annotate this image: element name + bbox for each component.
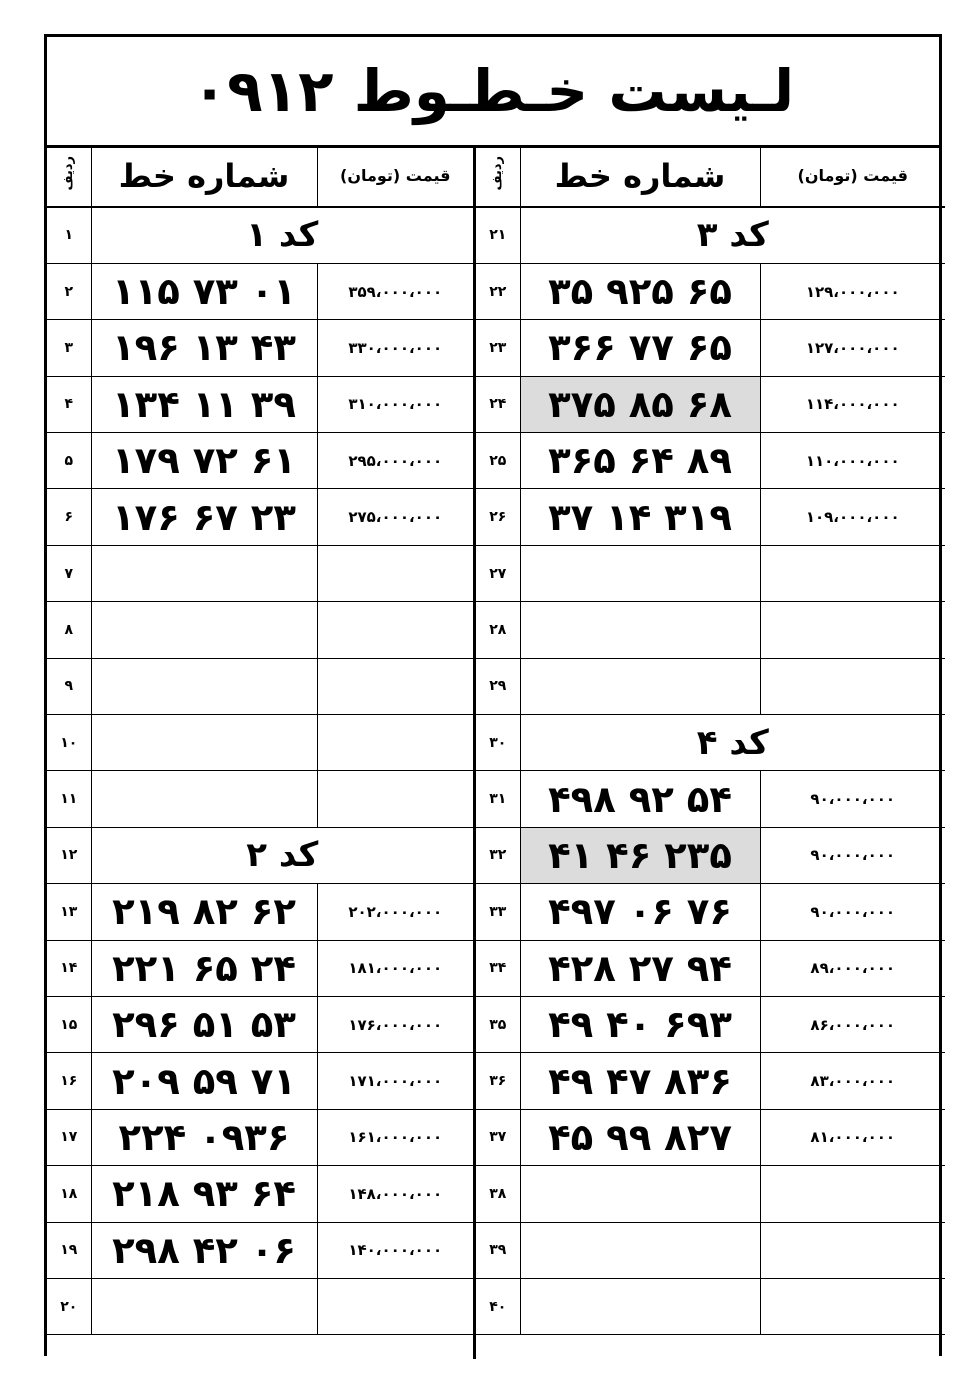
line-price: ۳۱۰،۰۰۰،۰۰۰ (317, 376, 473, 432)
line-price: ۹۰،۰۰۰،۰۰۰ (760, 771, 945, 827)
table-row (476, 320, 945, 376)
line-number: ۱۷۶ ۶۷ ۲۳ (91, 489, 317, 545)
row-index: ۶ (47, 489, 91, 545)
table-row (47, 1278, 473, 1334)
line-price: ۱۶۱،۰۰۰،۰۰۰ (317, 1109, 473, 1165)
row-index: ۱۰ (47, 715, 91, 771)
table-row (476, 827, 945, 883)
line-price: ۲۰۲،۰۰۰،۰۰۰ (317, 884, 473, 940)
table-row (476, 658, 945, 714)
row-index: ۳۴ (476, 940, 520, 996)
row-index: ۱۲ (47, 827, 91, 883)
line-number: ۴۹۸ ۹۲ ۵۴ (520, 771, 760, 827)
line-number (91, 1278, 317, 1334)
row-index: ۱۷ (47, 1109, 91, 1165)
line-price: ۱۲۷،۰۰۰،۰۰۰ (760, 320, 945, 376)
table-row (47, 376, 473, 432)
table-row (476, 545, 945, 601)
line-price: ۸۳،۰۰۰،۰۰۰ (760, 1053, 945, 1109)
line-number: ۳۶۶ ۷۷ ۶۵ (520, 320, 760, 376)
line-number (520, 1166, 760, 1222)
line-price: ۱۷۱،۰۰۰،۰۰۰ (317, 1053, 473, 1109)
table-row (476, 940, 945, 996)
right-panel (473, 145, 945, 1359)
row-index: ۳۲ (476, 827, 520, 883)
line-price: ۱۷۶،۰۰۰،۰۰۰ (317, 996, 473, 1052)
row-index: ۱۸ (47, 1166, 91, 1222)
line-price: ۱۴۰،۰۰۰،۰۰۰ (317, 1222, 473, 1278)
table-row (476, 1109, 945, 1165)
line-price (317, 545, 473, 601)
line-number: ۱۳۴ ۱۱ ۳۹ (91, 376, 317, 432)
line-number (91, 545, 317, 601)
row-index: ۳۹ (476, 1222, 520, 1278)
page-title: لـيست خـطـوط ۰۹۱۲ (47, 37, 939, 148)
line-price: ۸۱،۰۰۰،۰۰۰ (760, 1109, 945, 1165)
table-row (476, 996, 945, 1052)
line-price (317, 602, 473, 658)
row-index: ۴۰ (476, 1278, 520, 1334)
table-row (476, 1166, 945, 1222)
table-row (47, 658, 473, 714)
line-number: ۳۶۵ ۶۴ ۸۹ (520, 433, 760, 489)
line-price: ۱۲۹،۰۰۰،۰۰۰ (760, 263, 945, 319)
line-price: ۲۹۵،۰۰۰،۰۰۰ (317, 433, 473, 489)
code-label: کد ۴ (520, 715, 945, 771)
row-index: ۳۶ (476, 1053, 520, 1109)
table-row (47, 1109, 473, 1165)
line-number: ۲۱۹ ۸۲ ۶۲ (91, 884, 317, 940)
line-price (760, 1278, 945, 1334)
table-row (476, 489, 945, 545)
table-row (47, 433, 473, 489)
row-index: ۳۸ (476, 1166, 520, 1222)
row-index: ۱۱ (47, 771, 91, 827)
table-row (47, 263, 473, 319)
row-index: ۳۱ (476, 771, 520, 827)
line-number: ۲۹۶ ۵۱ ۵۳ (91, 996, 317, 1052)
table-row (47, 1166, 473, 1222)
header-row (47, 145, 473, 207)
row-index: ۳۰ (476, 715, 520, 771)
line-number (520, 1222, 760, 1278)
line-price (317, 1278, 473, 1334)
line-number: ۱۷۹ ۷۲ ۶۱ (91, 433, 317, 489)
line-number: ۴۹ ۴۷ ۸۳۶ (520, 1053, 760, 1109)
number-header: شماره خط (520, 145, 760, 207)
row-index: ۲۰ (47, 1278, 91, 1334)
line-number: ۴۹ ۴۰ ۶۹۳ (520, 996, 760, 1052)
code-row (47, 827, 473, 883)
line-price: ۱۱۴،۰۰۰،۰۰۰ (760, 376, 945, 432)
row-index: ۴ (47, 376, 91, 432)
line-number (520, 602, 760, 658)
row-index: ۹ (47, 658, 91, 714)
price-header: قیمت (تومان) (760, 145, 945, 207)
code-row (476, 715, 945, 771)
index-header: ردیف (47, 145, 91, 207)
row-index: ۲۷ (476, 545, 520, 601)
line-price: ۲۷۵،۰۰۰،۰۰۰ (317, 489, 473, 545)
table-row (476, 433, 945, 489)
line-price (760, 658, 945, 714)
left-panel (47, 145, 473, 1359)
row-index: ۳ (47, 320, 91, 376)
index-header: ردیف (476, 145, 520, 207)
left-table (47, 145, 473, 1335)
line-number (91, 602, 317, 658)
line-price: ۸۹،۰۰۰،۰۰۰ (760, 940, 945, 996)
row-index: ۳۵ (476, 996, 520, 1052)
row-index: ۲ (47, 263, 91, 319)
row-index: ۲۶ (476, 489, 520, 545)
line-price: ۳۵۹،۰۰۰،۰۰۰ (317, 263, 473, 319)
code-label: کد ۳ (520, 207, 945, 263)
line-price (317, 771, 473, 827)
line-price (760, 1166, 945, 1222)
line-number: ۲۰۹ ۵۹ ۷۱ (91, 1053, 317, 1109)
line-number (520, 545, 760, 601)
table-row (47, 489, 473, 545)
table-row (47, 884, 473, 940)
row-index: ۲۱ (476, 207, 520, 263)
line-number: ۴۱ ۴۶ ۲۳۵ (520, 827, 760, 883)
table-row (47, 320, 473, 376)
row-index: ۱۳ (47, 884, 91, 940)
table-row (476, 263, 945, 319)
code-row (47, 207, 473, 263)
row-index: ۱۴ (47, 940, 91, 996)
code-row (476, 207, 945, 263)
table-row (476, 376, 945, 432)
line-price (317, 715, 473, 771)
line-price: ۳۳۰،۰۰۰،۰۰۰ (317, 320, 473, 376)
code-label: کد ۱ (91, 207, 473, 263)
table-row (476, 884, 945, 940)
price-header: قیمت (تومان) (317, 145, 473, 207)
row-index: ۱۵ (47, 996, 91, 1052)
table-row (476, 602, 945, 658)
line-price: ۹۰،۰۰۰،۰۰۰ (760, 827, 945, 883)
row-index: ۲۲ (476, 263, 520, 319)
table-row (47, 940, 473, 996)
line-number: ۱۹۶ ۱۳ ۴۳ (91, 320, 317, 376)
line-number: ۳۷۵ ۸۵ ۶۸ (520, 376, 760, 432)
line-price: ۱۴۸،۰۰۰،۰۰۰ (317, 1166, 473, 1222)
line-price (760, 602, 945, 658)
table-row (476, 771, 945, 827)
table-row (47, 545, 473, 601)
line-price (760, 545, 945, 601)
price-list-sheet (44, 34, 942, 1356)
line-number (520, 658, 760, 714)
line-number: ۳۵ ۹۲۵ ۶۵ (520, 263, 760, 319)
line-number: ۴۲۸ ۲۷ ۹۴ (520, 940, 760, 996)
line-number (91, 658, 317, 714)
row-index: ۲۹ (476, 658, 520, 714)
line-price (317, 658, 473, 714)
line-price: ۱۱۰،۰۰۰،۰۰۰ (760, 433, 945, 489)
line-price: ۸۶،۰۰۰،۰۰۰ (760, 996, 945, 1052)
line-number (91, 771, 317, 827)
line-number (520, 1278, 760, 1334)
line-number (91, 715, 317, 771)
row-index: ۳۳ (476, 884, 520, 940)
row-index: ۵ (47, 433, 91, 489)
row-index: ۷ (47, 545, 91, 601)
number-header: شماره خط (91, 145, 317, 207)
row-index: ۲۴ (476, 376, 520, 432)
line-price (760, 1222, 945, 1278)
line-price: ۹۰،۰۰۰،۰۰۰ (760, 884, 945, 940)
table-row (47, 1053, 473, 1109)
header-row (476, 145, 945, 207)
row-index: ۲۳ (476, 320, 520, 376)
line-number: ۳۷ ۱۴ ۳۱۹ (520, 489, 760, 545)
table-row (476, 1278, 945, 1334)
table-row (47, 602, 473, 658)
table-row (47, 715, 473, 771)
line-price: ۱۸۱،۰۰۰،۰۰۰ (317, 940, 473, 996)
line-number: ۱۱۵ ۷۳ ۰۱ (91, 263, 317, 319)
line-number: ۴۵ ۹۹ ۸۲۷ (520, 1109, 760, 1165)
line-number: ۲۹۸ ۴۲ ۰۶ (91, 1222, 317, 1278)
table-row (476, 1053, 945, 1109)
line-number: ۲۲۴ ۰۹۳۶ (91, 1109, 317, 1165)
line-price: ۱۰۹،۰۰۰،۰۰۰ (760, 489, 945, 545)
row-index: ۳۷ (476, 1109, 520, 1165)
row-index: ۱۹ (47, 1222, 91, 1278)
table-row (476, 1222, 945, 1278)
line-number: ۲۱۸ ۹۳ ۶۴ (91, 1166, 317, 1222)
row-index: ۲۵ (476, 433, 520, 489)
row-index: ۲۸ (476, 602, 520, 658)
row-index: ۱ (47, 207, 91, 263)
row-index: ۸ (47, 602, 91, 658)
table-row (47, 996, 473, 1052)
table-row (47, 1222, 473, 1278)
code-label: کد ۲ (91, 827, 473, 883)
right-table (476, 145, 945, 1335)
table-row (47, 771, 473, 827)
line-number: ۲۲۱ ۶۵ ۲۴ (91, 940, 317, 996)
row-index: ۱۶ (47, 1053, 91, 1109)
line-number: ۴۹۷ ۰۶ ۷۶ (520, 884, 760, 940)
